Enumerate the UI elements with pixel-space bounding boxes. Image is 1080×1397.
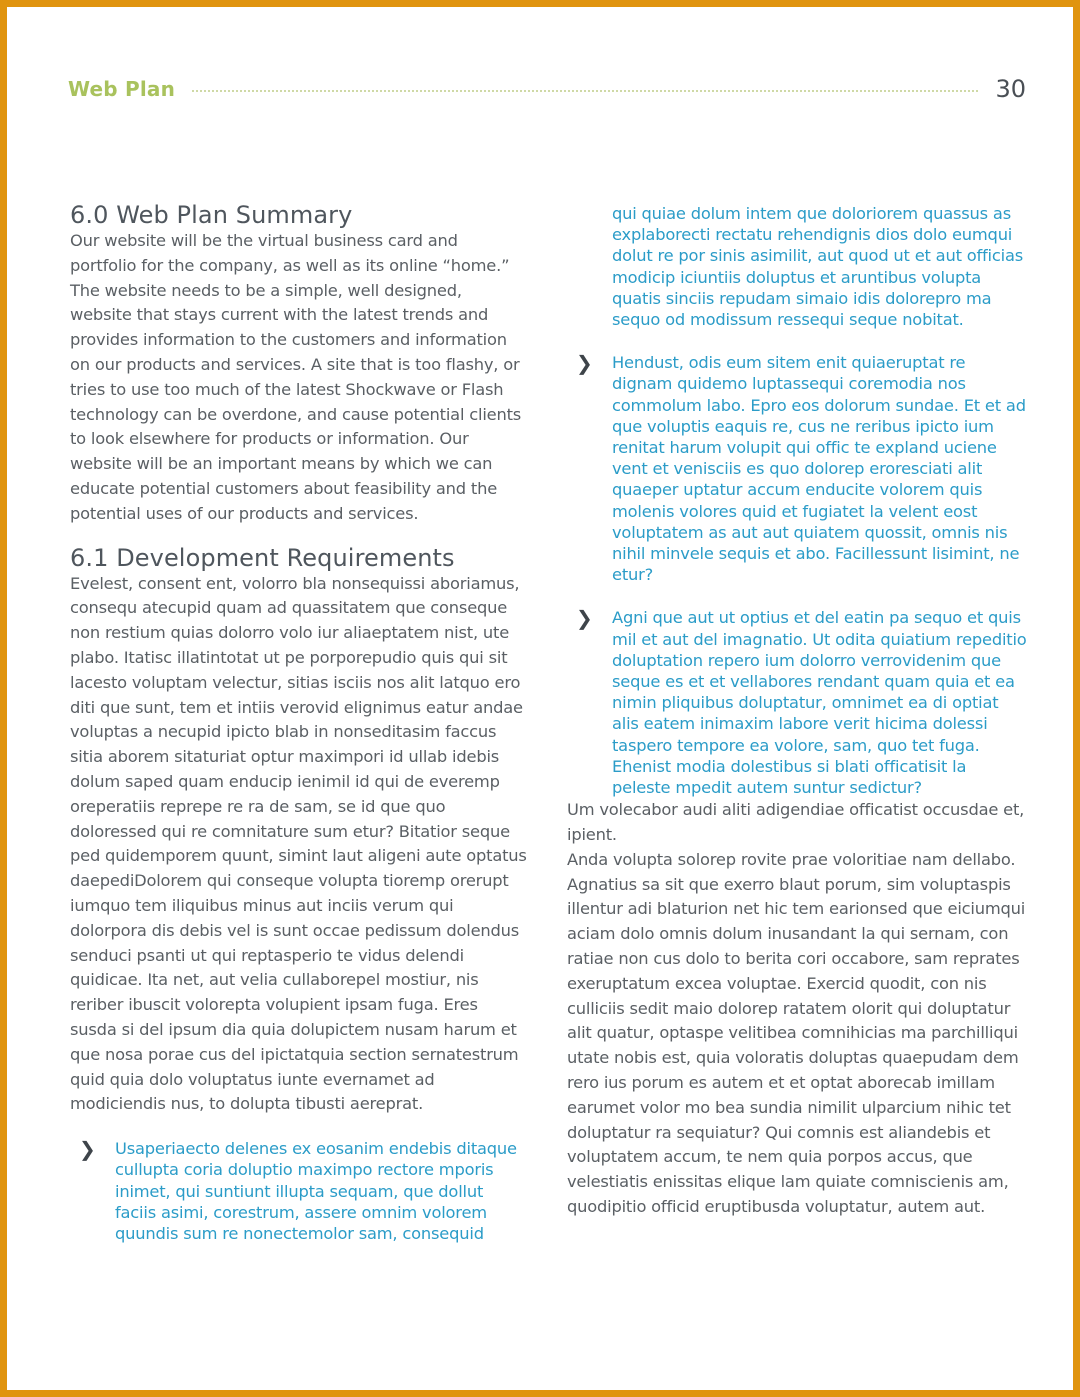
bullet-item — [70, 1138, 528, 1244]
chevron-right-icon: ❯ — [79, 1137, 96, 1162]
summary-paragraph: Our website will be the virtual business card and portfolio for the company, as well as its online “home.” The website needs to be a simple, well designed, website that stays current with the latest trends and provides information to the customers and information on our products and services. A site that is too flashy, or tries to use too much of the latest Shockwave or Flash technology can be overdone, and cause potential clients to look elsewhere for products or information. Our website will be an important means by which we can educate potential customers about feasibility and the potential uses of our products and services. — [70, 231, 522, 523]
bullet-item-continued — [567, 203, 1029, 330]
page-header — [68, 75, 1028, 107]
bullet-item — [567, 352, 1029, 585]
requirements-paragraph: Evelest, consent ent, volorro bla nonsequissi aboriamus, consequ atecupid quam ad quassitatem que conseque non restium quias dolorro volo iur aliaeptatem nist, ute plabo. Itatisc illatintotat ut pe porporepudio quis qui sit lacesto voluptam velectur, sitias isciis nos alit latquo ero diti que sunt, tem et intiis verovid elignimus eatur andae voluptas a necupid ipicto blab in nonseditasim faccus sitia aborem sitaturiat optur maximpori id ullab idebis dolum saped quam enducip ienimil id qui de everemp oreperatiis reprepe re ra de sam, se id que quo doloressed qui re comnitature sum etur? Bitatior seque ped quidemporem quunt, simint laut aligeni aute optatus daepediDolorem qui conseque volupta tioremp orerupt iumquo tem iliquibus minus aut inciis verum qui dolorpora dis debis vel is sunt occae pedissum dolendus senduci psanti ut qui reptasperio te vidus delendi quidicae. Ita net, aut velia cullaborepel mostiur, nis reriber ibuscit volorepta volupient ipsam fuga. Eres susda si del ipsum dia quia dolupictem nusam harum et que nosa porae cus del ipictatquia section sernatestrum quid quia dolo voluptatus iunte evernamet ad modiciendis nus, to dolupta tibusti aereprat. — [70, 573, 527, 1114]
chevron-right-icon: ❯ — [576, 351, 593, 376]
bullet-text: qui quiae dolum intem que doloriorem quassus as explaborecti rectatu rehendignis dios dolo eumqui dolut re por sinis asimilit, aut quod ut et aut officias modicip iciuntiis doluptus et aruntibus volupta quatis sinciis repudam simaio idis dolorepro ma sequo od modissum ressequi seque nobitat. — [612, 204, 1024, 330]
page-number: 30 — [995, 75, 1026, 103]
bullet-text: Hendust, odis eum sitem enit quiaeruptat re dignam quidemo luptassequi coremodia nos commolum labo. Epro eos dolorum sundae. Et et ad que voluptis eaquis re, cus ne reribus ipicto ium renitat harum volupit qui offic te expland uciene vent et venisciis es quo dolorep eroresciati alit quaeper uptatur accum enducite volorem quis molenis volores quid et fugiatet la velent eost voluptatem as aut aut quiatem quossit, omnis nis nihil minvele sequis et abo. Facillessunt lisimint, ne etur? — [612, 353, 1026, 585]
left-column — [70, 199, 528, 1244]
body-paragraph: Anda volupta solorep rovite prae voloritiae nam dellabo. Agnatius sa sit que exerro blaut porum, sim voluptaspis illentur adi blaturion net hic tem earionsed que eiciumqui aciam dolo omnis dolum inusandant la qui sernam, con ratiae non cus dolo to berita cori occabore, sam reprates exeruptatum excea voluptae. Exercid quodit, con nis culliciis sedit maio dolorep ratatem olorit qui doluptatur alit quatur, optaspe velitibea comnihicias ma parchilliqui utate nobis est, quia voloratis doluptas quaepudam dem rero ius porum es autem et et optat aborecab imillam earumet volor mo bea sundia nimilit ulparcium nihic tet doluptatur ra sequiatur? Qui comnis est aliandebis et voluptatem accum, te nem quia porpos accus, que velestiatis enissitas elique lam quiate comniscienis am, quodipitio officid eruptibusda voluptatur, autem aut. — [567, 849, 1026, 1217]
heading-development-requirements: 6.1 Development Requirements — [70, 543, 455, 572]
bullet-item — [567, 607, 1029, 798]
heading-web-plan-summary: 6.0 Web Plan Summary — [70, 201, 353, 229]
chevron-right-icon: ❯ — [576, 606, 593, 631]
section-label: Web Plan — [68, 77, 176, 101]
right-column — [567, 203, 1029, 1220]
bullet-text: Agni que aut ut optius et del eatin pa sequo et quis mil et aut del imagnatio. Ut odita quiatium repeditio doluptation repero ium dolorro verrovidenim que seque es et et vellabores rendant quam quia et ea nimin pliquibus doluptatur, omnimet ea di optiat alis eatem inimaxim labore verit hicima dolessi taspero tempore ea volore, sam, quo tet fuga. Ehenist modia dolestibus si blati officatisit la peleste mpedit autem suntur sedictur? — [612, 608, 1027, 798]
bullet-text: Usaperiaecto delenes ex eosanim endebis ditaque cullupta coria doluptio maximpo rectore mporis inimet, qui suntiunt illupta sequam, que dollut faciis asimi, corestrum, assere omnim volorem quundis sum re nonectemolor sam, consequid — [115, 1139, 517, 1243]
header-dotted-rule — [192, 90, 978, 92]
body-paragraph: Um volecabor audi aliti adigendiae officatist occusdae et, ipient. — [567, 800, 1025, 845]
